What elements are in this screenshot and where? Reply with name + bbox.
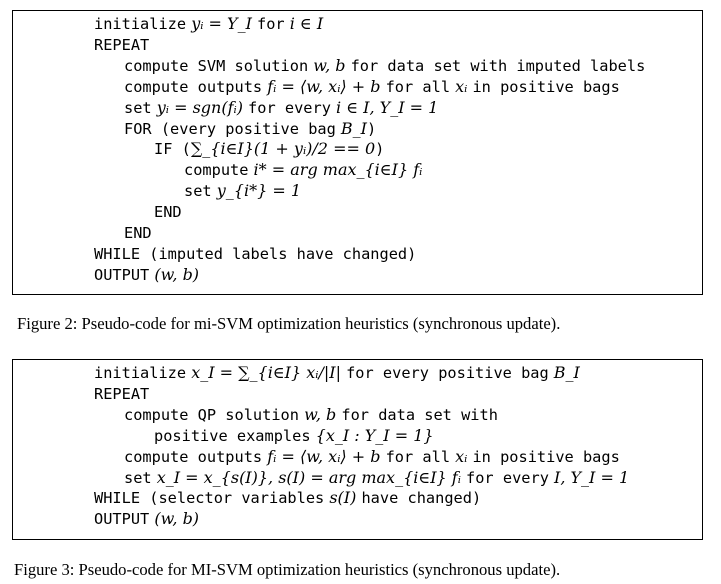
code-text: for all bbox=[385, 77, 451, 96]
code-line bbox=[124, 77, 620, 97]
code-line bbox=[94, 265, 199, 285]
math-expression: fᵢ = ⟨w, xᵢ⟩ + b bbox=[262, 446, 386, 466]
code-text: in positive bags bbox=[472, 77, 620, 96]
math-expression: x_I = x_{s(I)}, s(I) = arg max_{i∈I} fᵢ bbox=[151, 467, 467, 487]
code-line bbox=[124, 98, 438, 118]
code-line bbox=[154, 202, 182, 222]
math-expression: i ∈ I, Y_I = 1 bbox=[330, 97, 439, 117]
math-expression: i* = arg max_{i∈I} fᵢ bbox=[248, 160, 423, 180]
code-line bbox=[124, 119, 376, 139]
math-expression: s(I) bbox=[324, 488, 362, 508]
code-text: for every positive bag bbox=[346, 364, 549, 382]
math-expression: w, b bbox=[308, 55, 351, 75]
math-expression: (w, b) bbox=[149, 264, 200, 284]
math-expression: {x_I : Y_I = 1} bbox=[310, 425, 434, 445]
math-expression: y_{i*} = 1 bbox=[211, 181, 301, 201]
code-text: for every bbox=[466, 468, 549, 487]
code-text: IF ( bbox=[154, 140, 191, 159]
code-text: compute outputs bbox=[124, 447, 263, 466]
code-line bbox=[124, 405, 498, 425]
math-expression: B_I bbox=[548, 363, 580, 382]
math-expression: B_I bbox=[335, 118, 367, 138]
math-expression: x_I = ∑_{i∈I} xᵢ/|I| bbox=[186, 363, 347, 382]
code-line bbox=[94, 244, 416, 264]
math-expression: w, b bbox=[298, 404, 342, 424]
code-text: for every bbox=[248, 98, 331, 117]
code-text: set bbox=[184, 182, 212, 201]
code-line bbox=[94, 14, 323, 34]
code-text: REPEAT bbox=[94, 35, 150, 54]
code-text: initialize bbox=[94, 364, 187, 382]
code-text: OUTPUT bbox=[94, 510, 150, 529]
math-expression: xᵢ bbox=[450, 446, 473, 466]
code-text: for all bbox=[385, 447, 451, 466]
code-line bbox=[124, 447, 620, 467]
code-text: FOR (every positive bag bbox=[124, 119, 336, 138]
code-text: compute QP solution bbox=[124, 405, 299, 424]
figure-2-caption: Figure 2: Pseudo-code for mi-SVM optimization heuristics (synchronous update). bbox=[17, 314, 561, 333]
code-text: END bbox=[154, 203, 182, 222]
code-line bbox=[124, 468, 629, 488]
code-line bbox=[124, 56, 645, 76]
math-expression: i ∈ I bbox=[284, 14, 324, 33]
math-expression: (w, b) bbox=[149, 509, 200, 529]
code-text: compute SVM solution bbox=[124, 56, 309, 75]
code-text: WHILE (selector variables bbox=[94, 489, 325, 508]
code-text: positive examples bbox=[154, 426, 311, 445]
code-line bbox=[184, 181, 301, 201]
code-text: for data set with imputed labels bbox=[350, 56, 646, 75]
code-text: have changed) bbox=[361, 489, 482, 508]
code-text: OUTPUT bbox=[94, 265, 150, 284]
math-expression: fᵢ = ⟨w, xᵢ⟩ + b bbox=[262, 76, 386, 96]
code-text: in positive bags bbox=[472, 447, 620, 466]
code-text: for data set with bbox=[341, 405, 498, 424]
code-text: initialize bbox=[94, 15, 187, 33]
code-text: END bbox=[124, 224, 152, 242]
math-expression: yᵢ = Y_I bbox=[186, 14, 257, 33]
code-line bbox=[94, 488, 481, 508]
math-expression: ∑_{i∈I}(1 + yᵢ)/2 == 0 bbox=[190, 139, 376, 159]
code-text: REPEAT bbox=[94, 384, 150, 403]
code-text: compute outputs bbox=[124, 77, 263, 96]
math-expression: yᵢ = sgn(fᵢ) bbox=[151, 97, 249, 117]
pseudocode-box-mi-svm bbox=[12, 10, 703, 295]
math-expression: xᵢ bbox=[450, 76, 473, 96]
pseudocode-box-MI-SVM bbox=[12, 359, 703, 540]
math-expression: I, Y_I = 1 bbox=[548, 467, 630, 487]
code-text: ) bbox=[375, 140, 385, 159]
code-text: ) bbox=[367, 119, 377, 138]
code-line bbox=[154, 139, 384, 159]
code-line bbox=[94, 363, 580, 383]
code-text: WHILE (imputed labels have changed) bbox=[94, 244, 417, 263]
code-text: for bbox=[257, 15, 285, 33]
code-text: compute bbox=[184, 161, 249, 180]
code-line bbox=[94, 384, 149, 404]
code-line bbox=[94, 509, 199, 529]
code-line bbox=[154, 426, 434, 446]
code-line bbox=[184, 160, 422, 180]
code-text: set bbox=[124, 98, 152, 117]
code-line bbox=[94, 35, 149, 55]
code-line bbox=[124, 223, 152, 243]
figure-3-caption: Figure 3: Pseudo-code for MI-SVM optimization heuristics (synchronous update). bbox=[14, 560, 561, 579]
code-text: set bbox=[124, 468, 152, 487]
